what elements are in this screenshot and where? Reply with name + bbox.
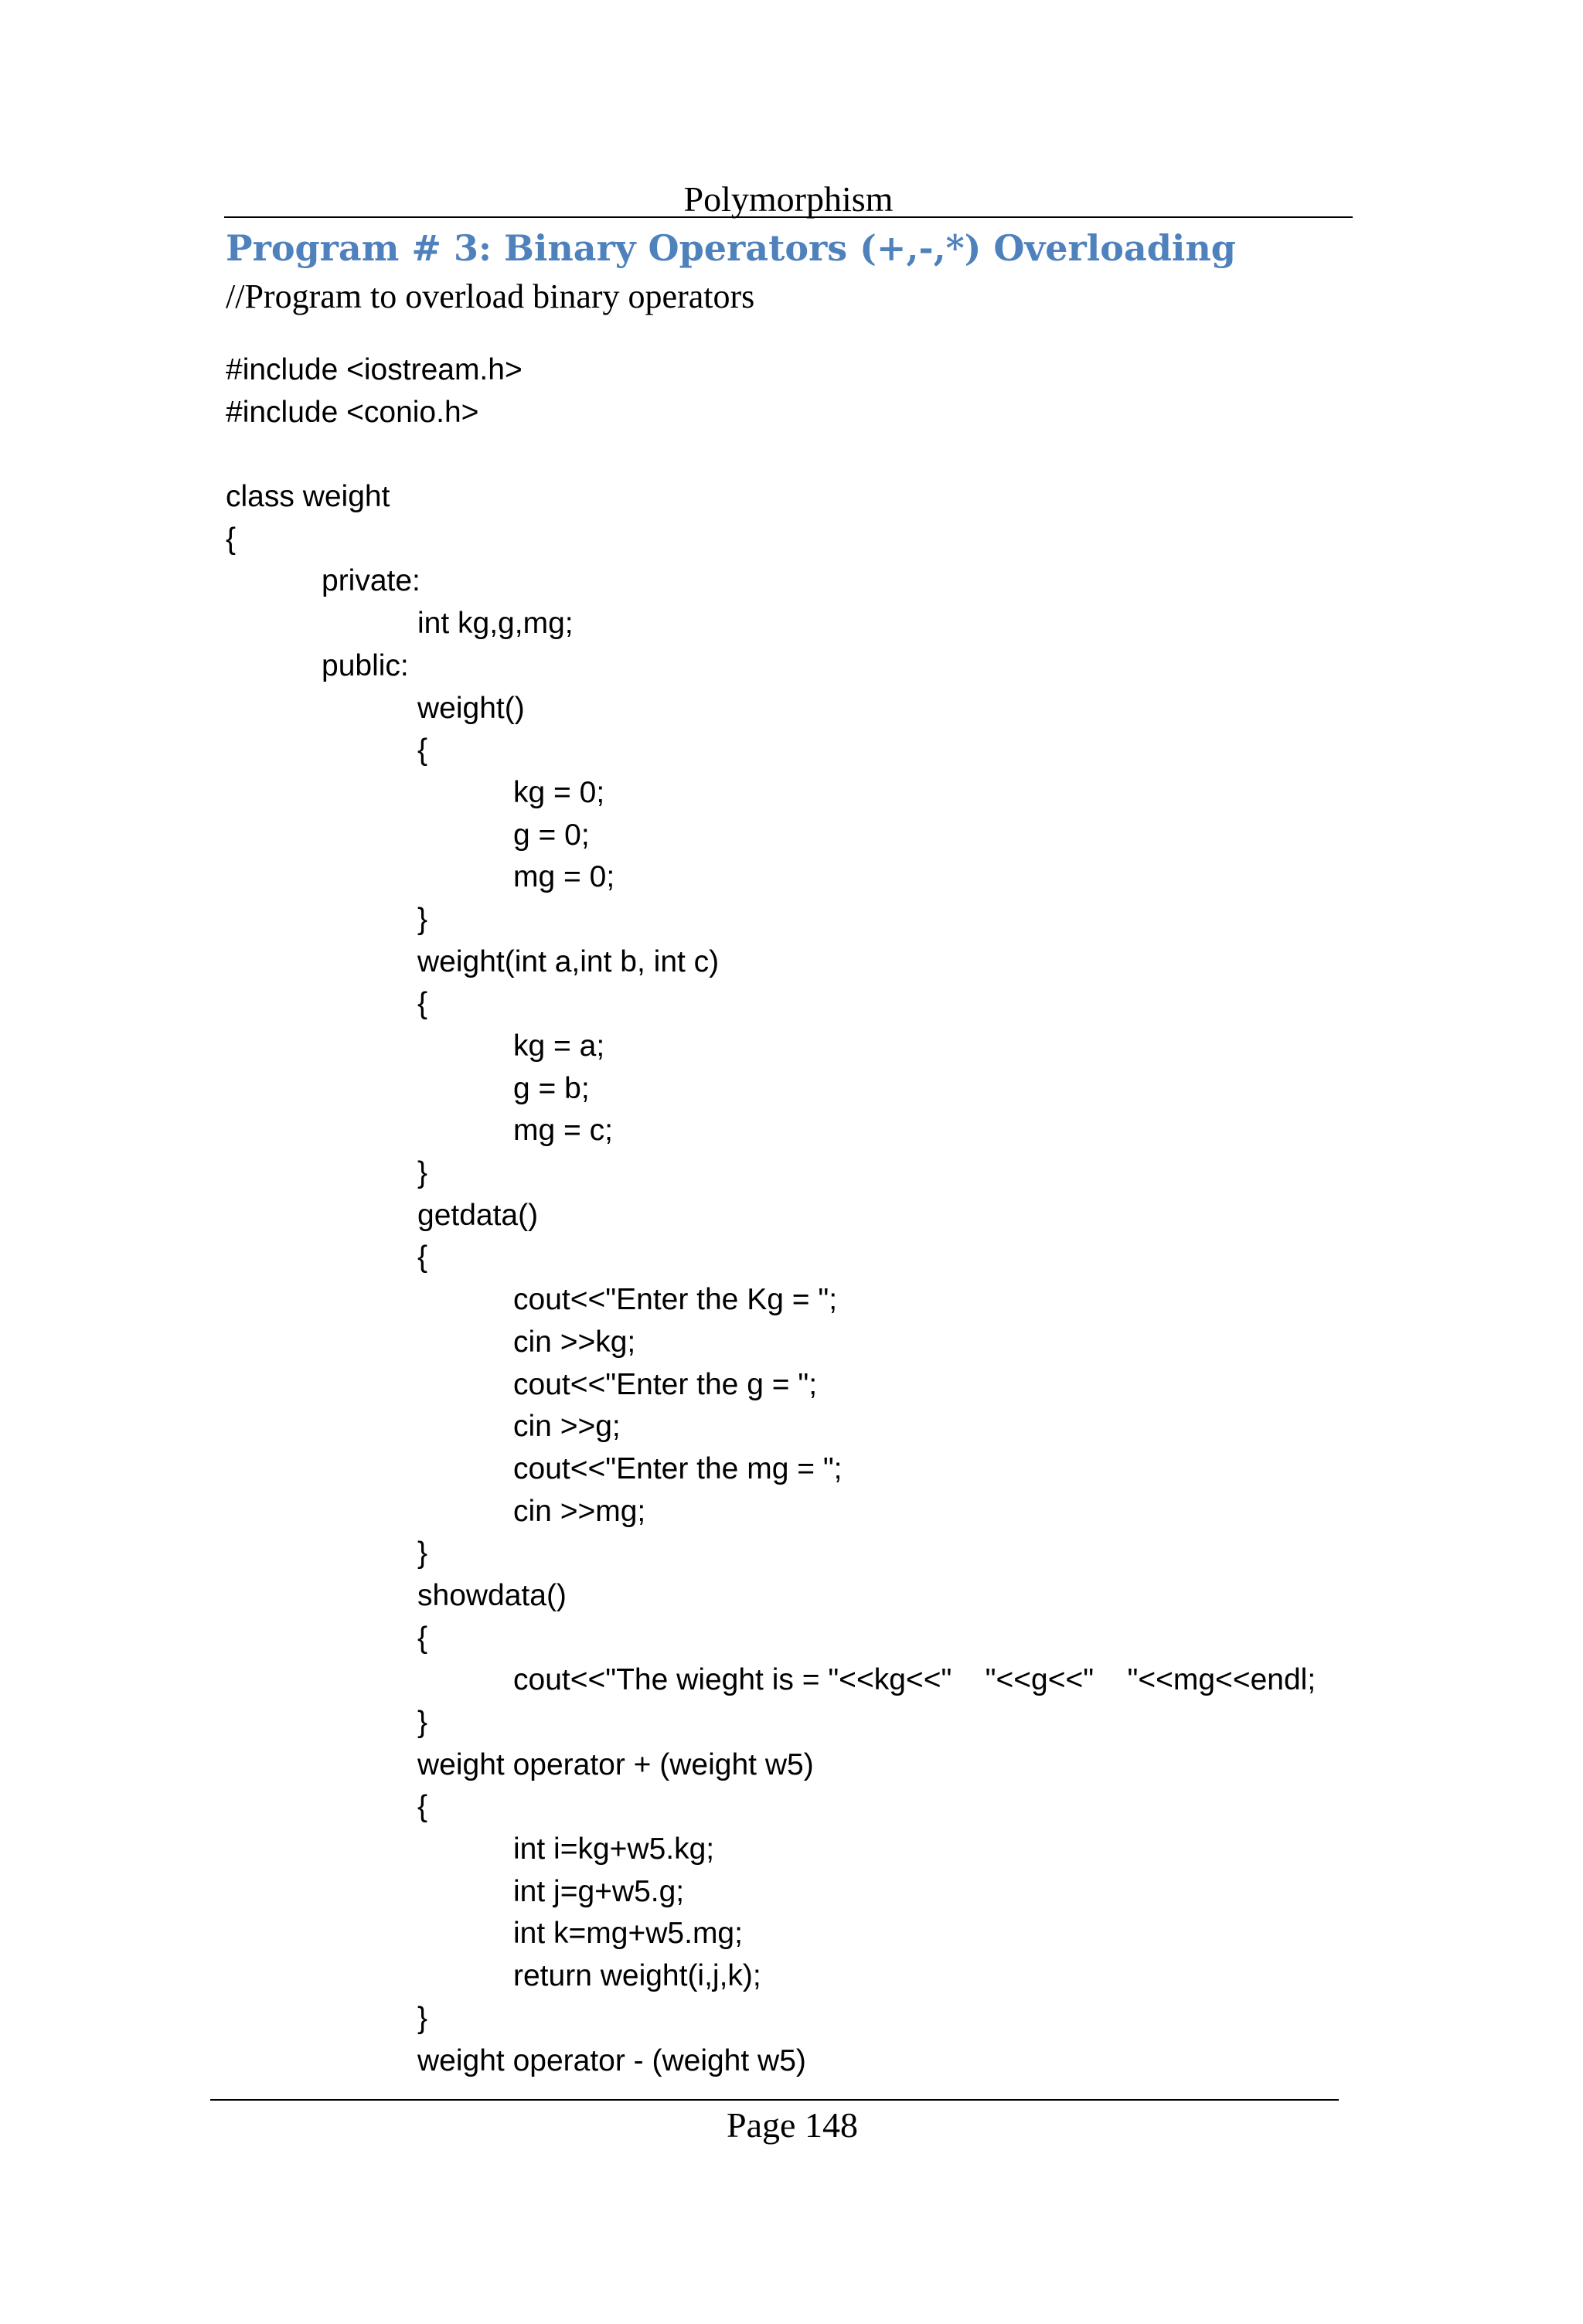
code-line: kg = a;: [513, 1029, 605, 1063]
code-listing: [226, 349, 1316, 2082]
code-line: class weight: [226, 480, 390, 514]
code-line: mg = 0;: [513, 860, 615, 894]
code-line: getdata(): [417, 1198, 539, 1232]
header-divider: [224, 216, 1353, 218]
code-line: cin >>mg;: [513, 1494, 646, 1528]
code-line: #include <iostream.h>: [226, 353, 523, 386]
code-line: weight operator - (weight w5): [417, 2043, 806, 2077]
code-line: g = 0;: [513, 818, 590, 852]
code-line: mg = c;: [513, 1114, 613, 1148]
code-line: int j=g+w5.g;: [513, 1874, 685, 1908]
code-line: {: [226, 522, 237, 556]
code-line: int kg,g,mg;: [417, 607, 574, 641]
code-line: cout<<"Enter the g = ";: [513, 1367, 818, 1401]
code-line: {: [417, 1621, 428, 1655]
page-number: Page 148: [727, 2105, 858, 2145]
code-line: }: [417, 2001, 428, 2035]
code-line: }: [417, 902, 428, 936]
code-line: cout<<"The wieght is = "<<kg<<" "<<g<<" "<<mg<<endl;: [513, 1663, 1316, 1697]
code-line: g = b;: [513, 1071, 590, 1105]
code-line: #include <conio.h>: [226, 395, 479, 429]
running-header-title: Polymorphism: [683, 179, 894, 219]
code-line: public:: [322, 648, 409, 682]
code-line: kg = 0;: [513, 775, 605, 809]
code-line: [226, 434, 1316, 476]
code-line: cin >>g;: [513, 1410, 621, 1444]
code-line: {: [417, 1240, 428, 1274]
code-line: cout<<"Enter the Kg = ";: [513, 1283, 838, 1317]
footer-divider: [210, 2099, 1339, 2101]
code-line: weight(): [417, 691, 525, 725]
code-line: showdata(): [417, 1578, 567, 1612]
code-line: return weight(i,j,k);: [513, 1959, 761, 1993]
code-line: }: [417, 1536, 428, 1570]
code-line: weight(int a,int b, int c): [417, 944, 720, 978]
code-line: private:: [322, 564, 420, 598]
program-comment: //Program to overload binary operators: [226, 277, 755, 315]
code-line: {: [417, 733, 428, 767]
code-line: }: [417, 1156, 428, 1190]
code-line: weight operator + (weight w5): [417, 1747, 814, 1781]
code-line: int i=kg+w5.kg;: [513, 1832, 715, 1866]
code-line: cin >>kg;: [513, 1325, 636, 1359]
program-heading: Program # 3: Binary Operators (+,-,*) Overloading: [226, 227, 1236, 269]
code-line: cout<<"Enter the mg = ";: [513, 1451, 843, 1485]
code-line: {: [417, 1790, 428, 1824]
code-line: }: [417, 1706, 428, 1739]
code-line: int k=mg+w5.mg;: [513, 1917, 743, 1951]
code-line: {: [417, 987, 428, 1021]
